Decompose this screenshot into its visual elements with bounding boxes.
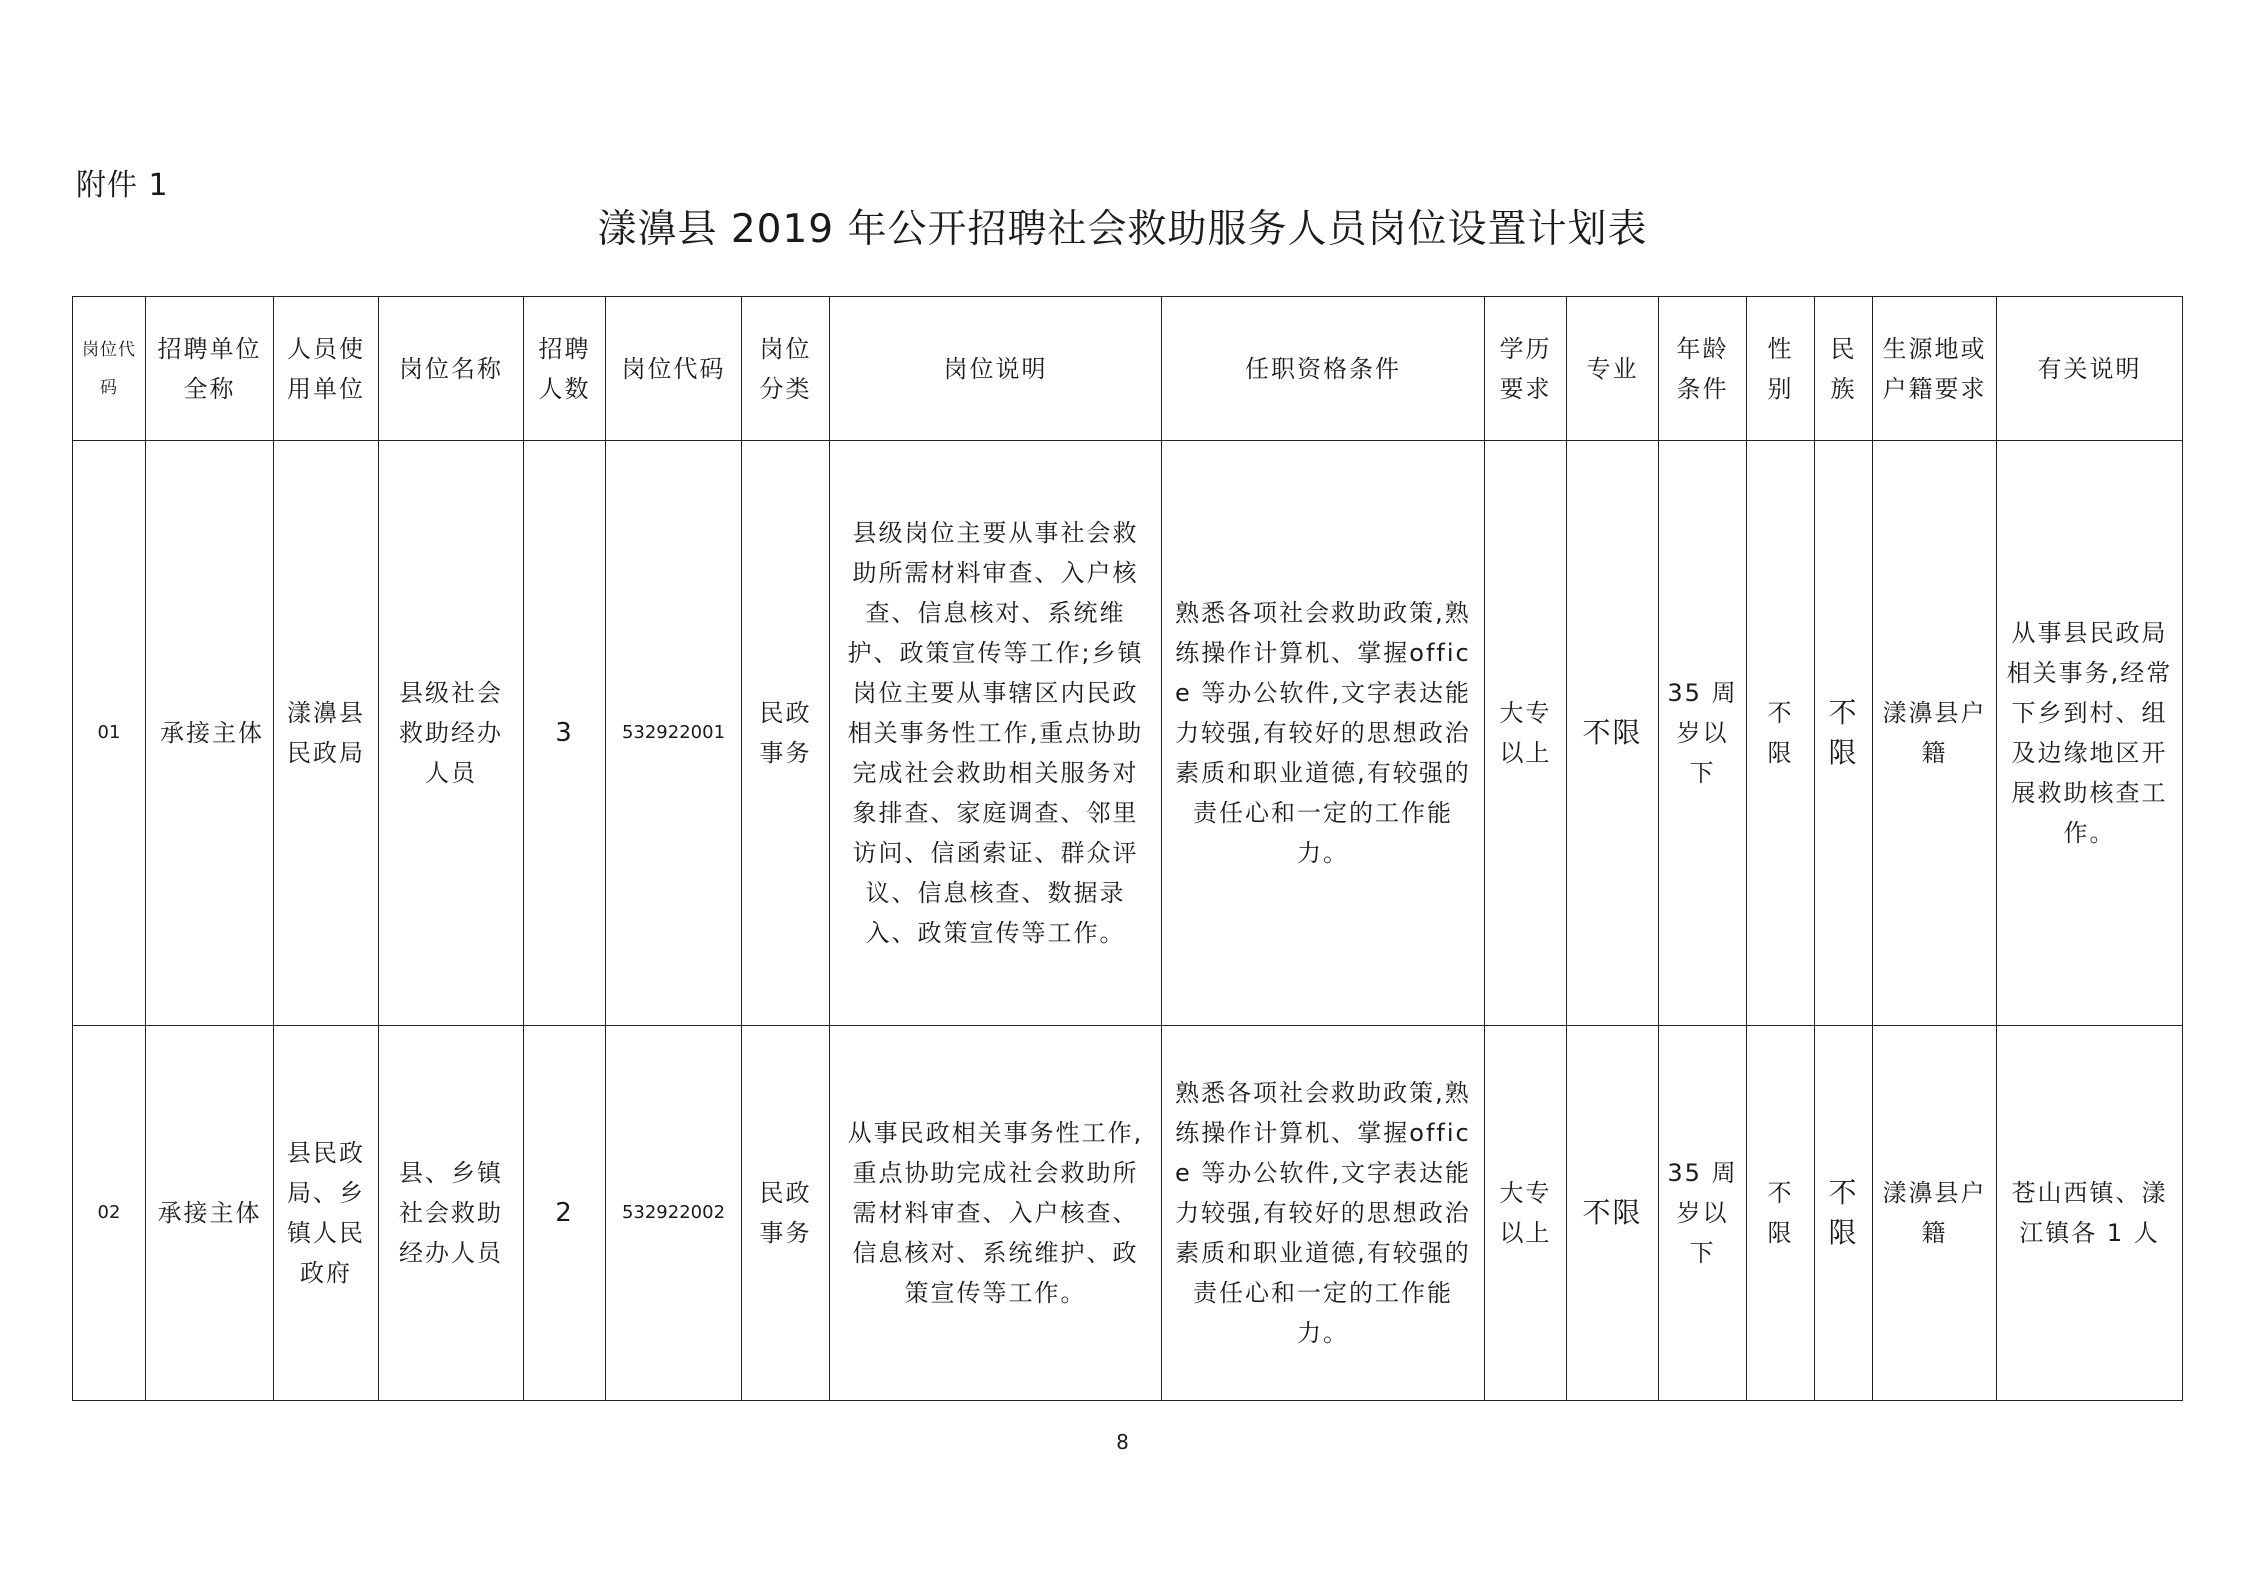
document-title: 漾濞县 2019 年公开招聘社会救助服务人员岗位设置计划表 <box>597 207 1648 252</box>
cell-position-name: 县、乡镇社会救助经办人员 <box>379 1026 524 1401</box>
header-notes: 有关说明 <box>1997 297 2183 441</box>
position-plan-table <box>72 296 2183 1401</box>
cell-unit: 承接主体 <box>146 441 274 1026</box>
cell-age: 35 周岁以下 <box>1659 441 1747 1026</box>
cell-code: 02 <box>73 1026 146 1401</box>
table-header-row <box>73 297 2183 441</box>
cell-age: 35 周岁以下 <box>1659 1026 1747 1401</box>
cell-description: 县级岗位主要从事社会救助所需材料审查、入户核查、信息核对、系统维护、政策宣传等工作;乡镇岗位主要从事辖区内民政相关事务性工作,重点协助完成社会救助相关服务对象排查、家庭调查、邻里访问、信函索证、群众评议、信息核查、数据录入、政策宣传等工作。 <box>830 441 1162 1026</box>
header-origin: 生源地或户籍要求 <box>1873 297 1997 441</box>
cell-qualifications: 熟悉各项社会救助政策,熟练操作计算机、掌握office 等办公软件,文字表达能力较强,有较好的思想政治素质和职业道德,有较强的责任心和一定的工作能力。 <box>1162 1026 1485 1401</box>
cell-education: 大专以上 <box>1485 441 1567 1026</box>
cell-major: 不限 <box>1567 441 1659 1026</box>
cell-unit: 承接主体 <box>146 1026 274 1401</box>
header-major: 专业 <box>1567 297 1659 441</box>
header-category: 岗位分类 <box>742 297 830 441</box>
header-ethnicity: 民族 <box>1815 297 1873 441</box>
attachment-label: 附件 1 <box>76 168 169 203</box>
cell-category: 民政事务 <box>742 441 830 1026</box>
cell-ethnicity: 不限 <box>1815 441 1873 1026</box>
cell-position-code: 532922001 <box>606 441 742 1026</box>
cell-origin: 漾濞县户籍 <box>1873 1026 1997 1401</box>
cell-category: 民政事务 <box>742 1026 830 1401</box>
header-code: 岗位代码 <box>73 297 146 441</box>
cell-user-unit: 县民政局、乡镇人民政府 <box>274 1026 379 1401</box>
cell-gender: 不限 <box>1747 441 1815 1026</box>
cell-origin: 漾濞县户籍 <box>1873 441 1997 1026</box>
cell-position-name: 县级社会救助经办人员 <box>379 441 524 1026</box>
page-number: 8 <box>1116 1430 1129 1454</box>
cell-ethnicity: 不限 <box>1815 1026 1873 1401</box>
cell-gender: 不限 <box>1747 1026 1815 1401</box>
cell-position-code: 532922002 <box>606 1026 742 1401</box>
header-position-code: 岗位代码 <box>606 297 742 441</box>
cell-notes: 从事县民政局相关事务,经常下乡到村、组及边缘地区开展救助核查工作。 <box>1997 441 2183 1026</box>
header-user-unit: 人员使用单位 <box>274 297 379 441</box>
table-row <box>73 1026 2183 1401</box>
header-description: 岗位说明 <box>830 297 1162 441</box>
cell-qualifications: 熟悉各项社会救助政策,熟练操作计算机、掌握office 等办公软件,文字表达能力较强,有较好的思想政治素质和职业道德,有较强的责任心和一定的工作能力。 <box>1162 441 1485 1026</box>
header-position-name: 岗位名称 <box>379 297 524 441</box>
cell-user-unit: 漾濞县民政局 <box>274 441 379 1026</box>
cell-major: 不限 <box>1567 1026 1659 1401</box>
cell-education: 大专以上 <box>1485 1026 1567 1401</box>
cell-code: 01 <box>73 441 146 1026</box>
cell-description: 从事民政相关事务性工作,重点协助完成社会救助所需材料审查、入户核查、信息核对、系统维护、政策宣传等工作。 <box>830 1026 1162 1401</box>
header-age: 年龄条件 <box>1659 297 1747 441</box>
cell-count: 3 <box>524 441 606 1026</box>
header-count: 招聘人数 <box>524 297 606 441</box>
cell-notes: 苍山西镇、漾江镇各 1 人 <box>1997 1026 2183 1401</box>
cell-count: 2 <box>524 1026 606 1401</box>
header-unit: 招聘单位全称 <box>146 297 274 441</box>
header-education: 学历要求 <box>1485 297 1567 441</box>
header-gender: 性别 <box>1747 297 1815 441</box>
header-qualifications: 任职资格条件 <box>1162 297 1485 441</box>
table-row <box>73 441 2183 1026</box>
